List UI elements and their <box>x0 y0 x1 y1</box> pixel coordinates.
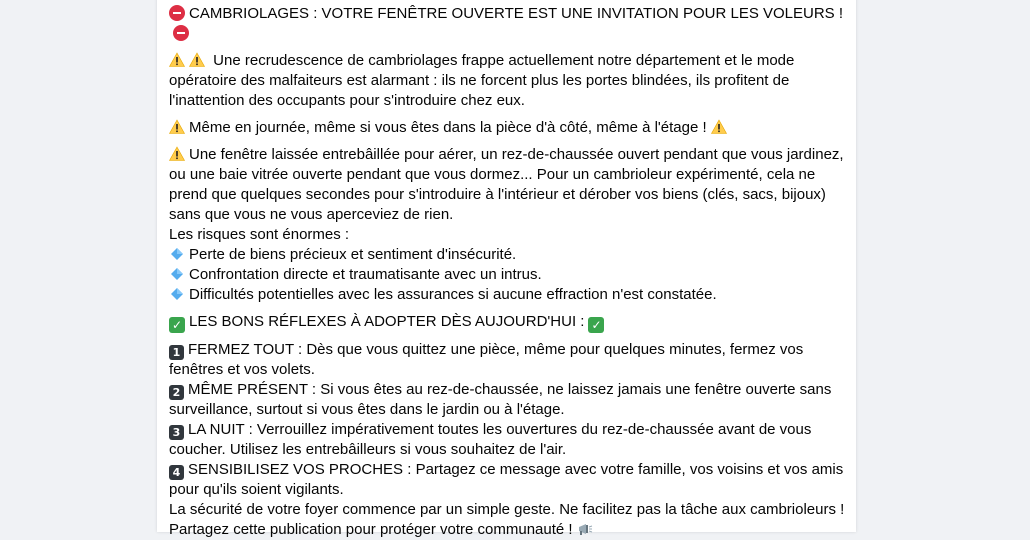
step-text: LA NUIT : Verrouillez impérativement toutes les ouvertures du rez-de-chaussée avant de vous coucher. Utilisez les entrebâilleurs si vous souhaitez de l'air. <box>169 421 812 458</box>
step-text: SENSIBILISEZ VOS PROCHES : Partagez ce message avec votre famille, vos voisins et vos amis pour qu'ils soient vigilants. <box>169 461 844 498</box>
risk-item <box>169 245 845 265</box>
warning-icon <box>169 146 185 162</box>
check-mark-icon: ✓ <box>169 317 185 333</box>
reflexes-paragraph <box>169 312 845 333</box>
warning-text: Même en journée, même si vous êtes dans la pièce d'à côté, même à l'étage ! <box>189 119 707 136</box>
risks-title: Les risques sont énormes : <box>169 226 350 243</box>
step-item <box>169 420 845 460</box>
megaphone-icon <box>577 521 593 537</box>
step-text: FERMEZ TOUT : Dès que vous quittez une pièce, même pour quelques minutes, fermez vos fenêtres et vos volets. <box>169 341 804 378</box>
risk-text: Difficultés potentielles avec les assurances si aucune effraction n'est constatée. <box>189 286 717 303</box>
reflexes-title: LES BONS RÉFLEXES À ADOPTER DÈS AUJOURD'HUI : <box>189 313 585 330</box>
intro-paragraph <box>169 51 845 111</box>
blue-diamond-icon <box>169 246 185 262</box>
step-item <box>169 340 845 380</box>
warning-paragraph <box>169 118 845 138</box>
warning-icon <box>169 119 185 135</box>
steps-paragraph <box>169 340 845 540</box>
risk-text: Perte de biens précieux et sentiment d'insécurité. <box>189 246 517 263</box>
warning-icon <box>169 52 185 68</box>
post-headline: CAMBRIOLAGES : VOTRE FENÊTRE OUVERTE EST UNE INVITATION POUR LES VOLEURS ! <box>189 5 844 22</box>
scenario-text: Une fenêtre laissée entrebâillée pour aérer, un rez-de-chaussée ouvert pendant que vous jardinez, ou une baie vitrée ouverte pendant que vous dormez... Pour un cambrioleur expérimenté, cela ne prend que quelques secondes pour s'introduire à l'intérieur et dérober vos biens (clés, sacs, bijoux) sans que vous ne vous aperceviez de rien. <box>169 146 844 223</box>
risk-item <box>169 265 845 285</box>
share-line <box>169 520 845 540</box>
keycap-icon: 1 <box>169 345 184 360</box>
warning-icon <box>189 52 205 68</box>
scenario-paragraph <box>169 145 845 305</box>
intro-text: Une recrudescence de cambriolages frappe actuellement notre département et le mode opératoire des malfaiteurs est alarmant : ils ne forcent plus les portes blindées, ils profitent de l'inattention des occupants pour s'introduire chez eux. <box>169 52 795 109</box>
risk-text: Confrontation directe et traumatisante avec un intrus. <box>189 266 542 283</box>
stop-sign-icon <box>169 5 185 21</box>
step-item <box>169 380 845 420</box>
step-item <box>169 460 845 500</box>
share-text: Partagez cette publication pour protéger votre communauté ! <box>169 521 573 538</box>
keycap-icon: 4 <box>169 465 184 480</box>
keycap-icon: 2 <box>169 385 184 400</box>
stop-sign-icon <box>173 25 189 41</box>
closing-line: La sécurité de votre foyer commence par un simple geste. Ne facilitez pas la tâche aux cambrioleurs ! <box>169 501 845 518</box>
blue-diamond-icon <box>169 286 185 302</box>
check-mark-icon: ✓ <box>588 317 604 333</box>
warning-icon <box>711 119 727 135</box>
step-text: MÊME PRÉSENT : Si vous êtes au rez-de-chaussée, ne laissez jamais une fenêtre ouverte sans surveillance, surtout si vous êtes dans le jardin ou à l'étage. <box>169 381 832 418</box>
risk-item <box>169 285 845 305</box>
post-body <box>169 4 845 540</box>
headline-paragraph <box>169 4 845 44</box>
blue-diamond-icon <box>169 266 185 282</box>
scenario-line <box>169 145 845 225</box>
keycap-icon: 3 <box>169 425 184 440</box>
